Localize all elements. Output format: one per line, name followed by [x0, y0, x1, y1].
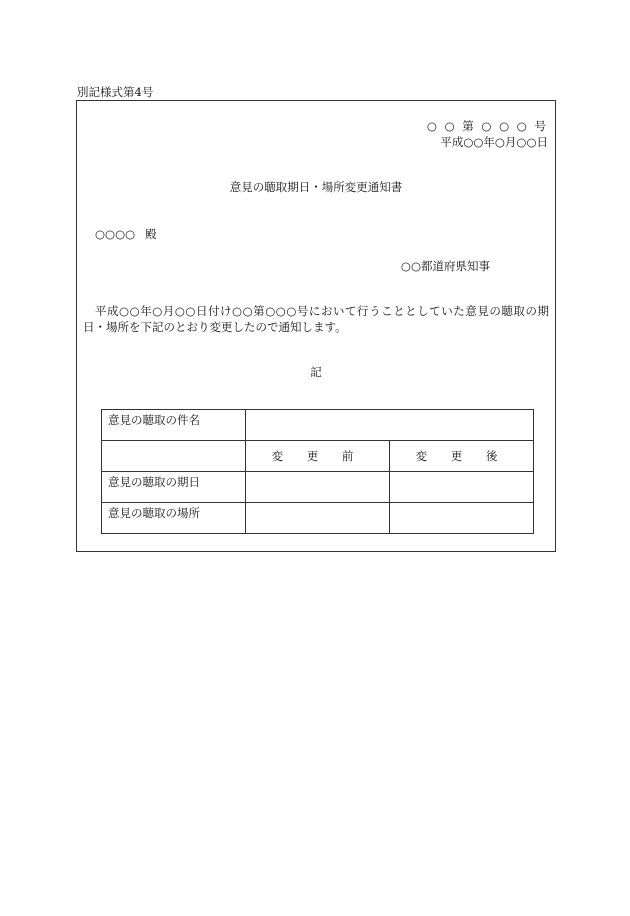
place-label: 意見の聴取の場所 [102, 503, 246, 534]
place-before [246, 503, 390, 534]
column-header-after: 変 更 後 [390, 441, 534, 472]
addressee-suffix: 殿 [145, 227, 157, 241]
addressee [95, 226, 157, 242]
document-title: 意見の聴取期日・場所変更通知書 [229, 180, 403, 194]
place-after [390, 503, 534, 534]
form-label: 別記様式第4号 [77, 85, 154, 99]
document-date: 平成○○年○月○○日 [440, 135, 548, 149]
addressee-name: ○○○○ [95, 227, 136, 241]
subject-value [246, 410, 534, 441]
ki-heading: 記 [310, 365, 322, 379]
change-table [101, 409, 534, 534]
document-number: ○ ○ 第 ○ ○ ○ 号 [426, 119, 548, 133]
table-row-header [102, 441, 534, 472]
date-before [246, 472, 390, 503]
sender: ○○都道府県知事 [400, 259, 490, 273]
subject-label: 意見の聴取の件名 [102, 410, 246, 441]
table-row-subject [102, 410, 534, 441]
document-frame [76, 100, 556, 552]
column-header-before: 変 更 前 [246, 441, 390, 472]
table-row-place [102, 503, 534, 534]
table-row-date [102, 472, 534, 503]
date-label: 意見の聴取の期日 [102, 472, 246, 503]
body-text: 平成○○年○月○○日付け○○第○○○号において行うこととしていた意見の聴取の期日・場所を下記のとおり変更したので通知します。 [83, 304, 549, 334]
header-blank [102, 441, 246, 472]
date-after [390, 472, 534, 503]
